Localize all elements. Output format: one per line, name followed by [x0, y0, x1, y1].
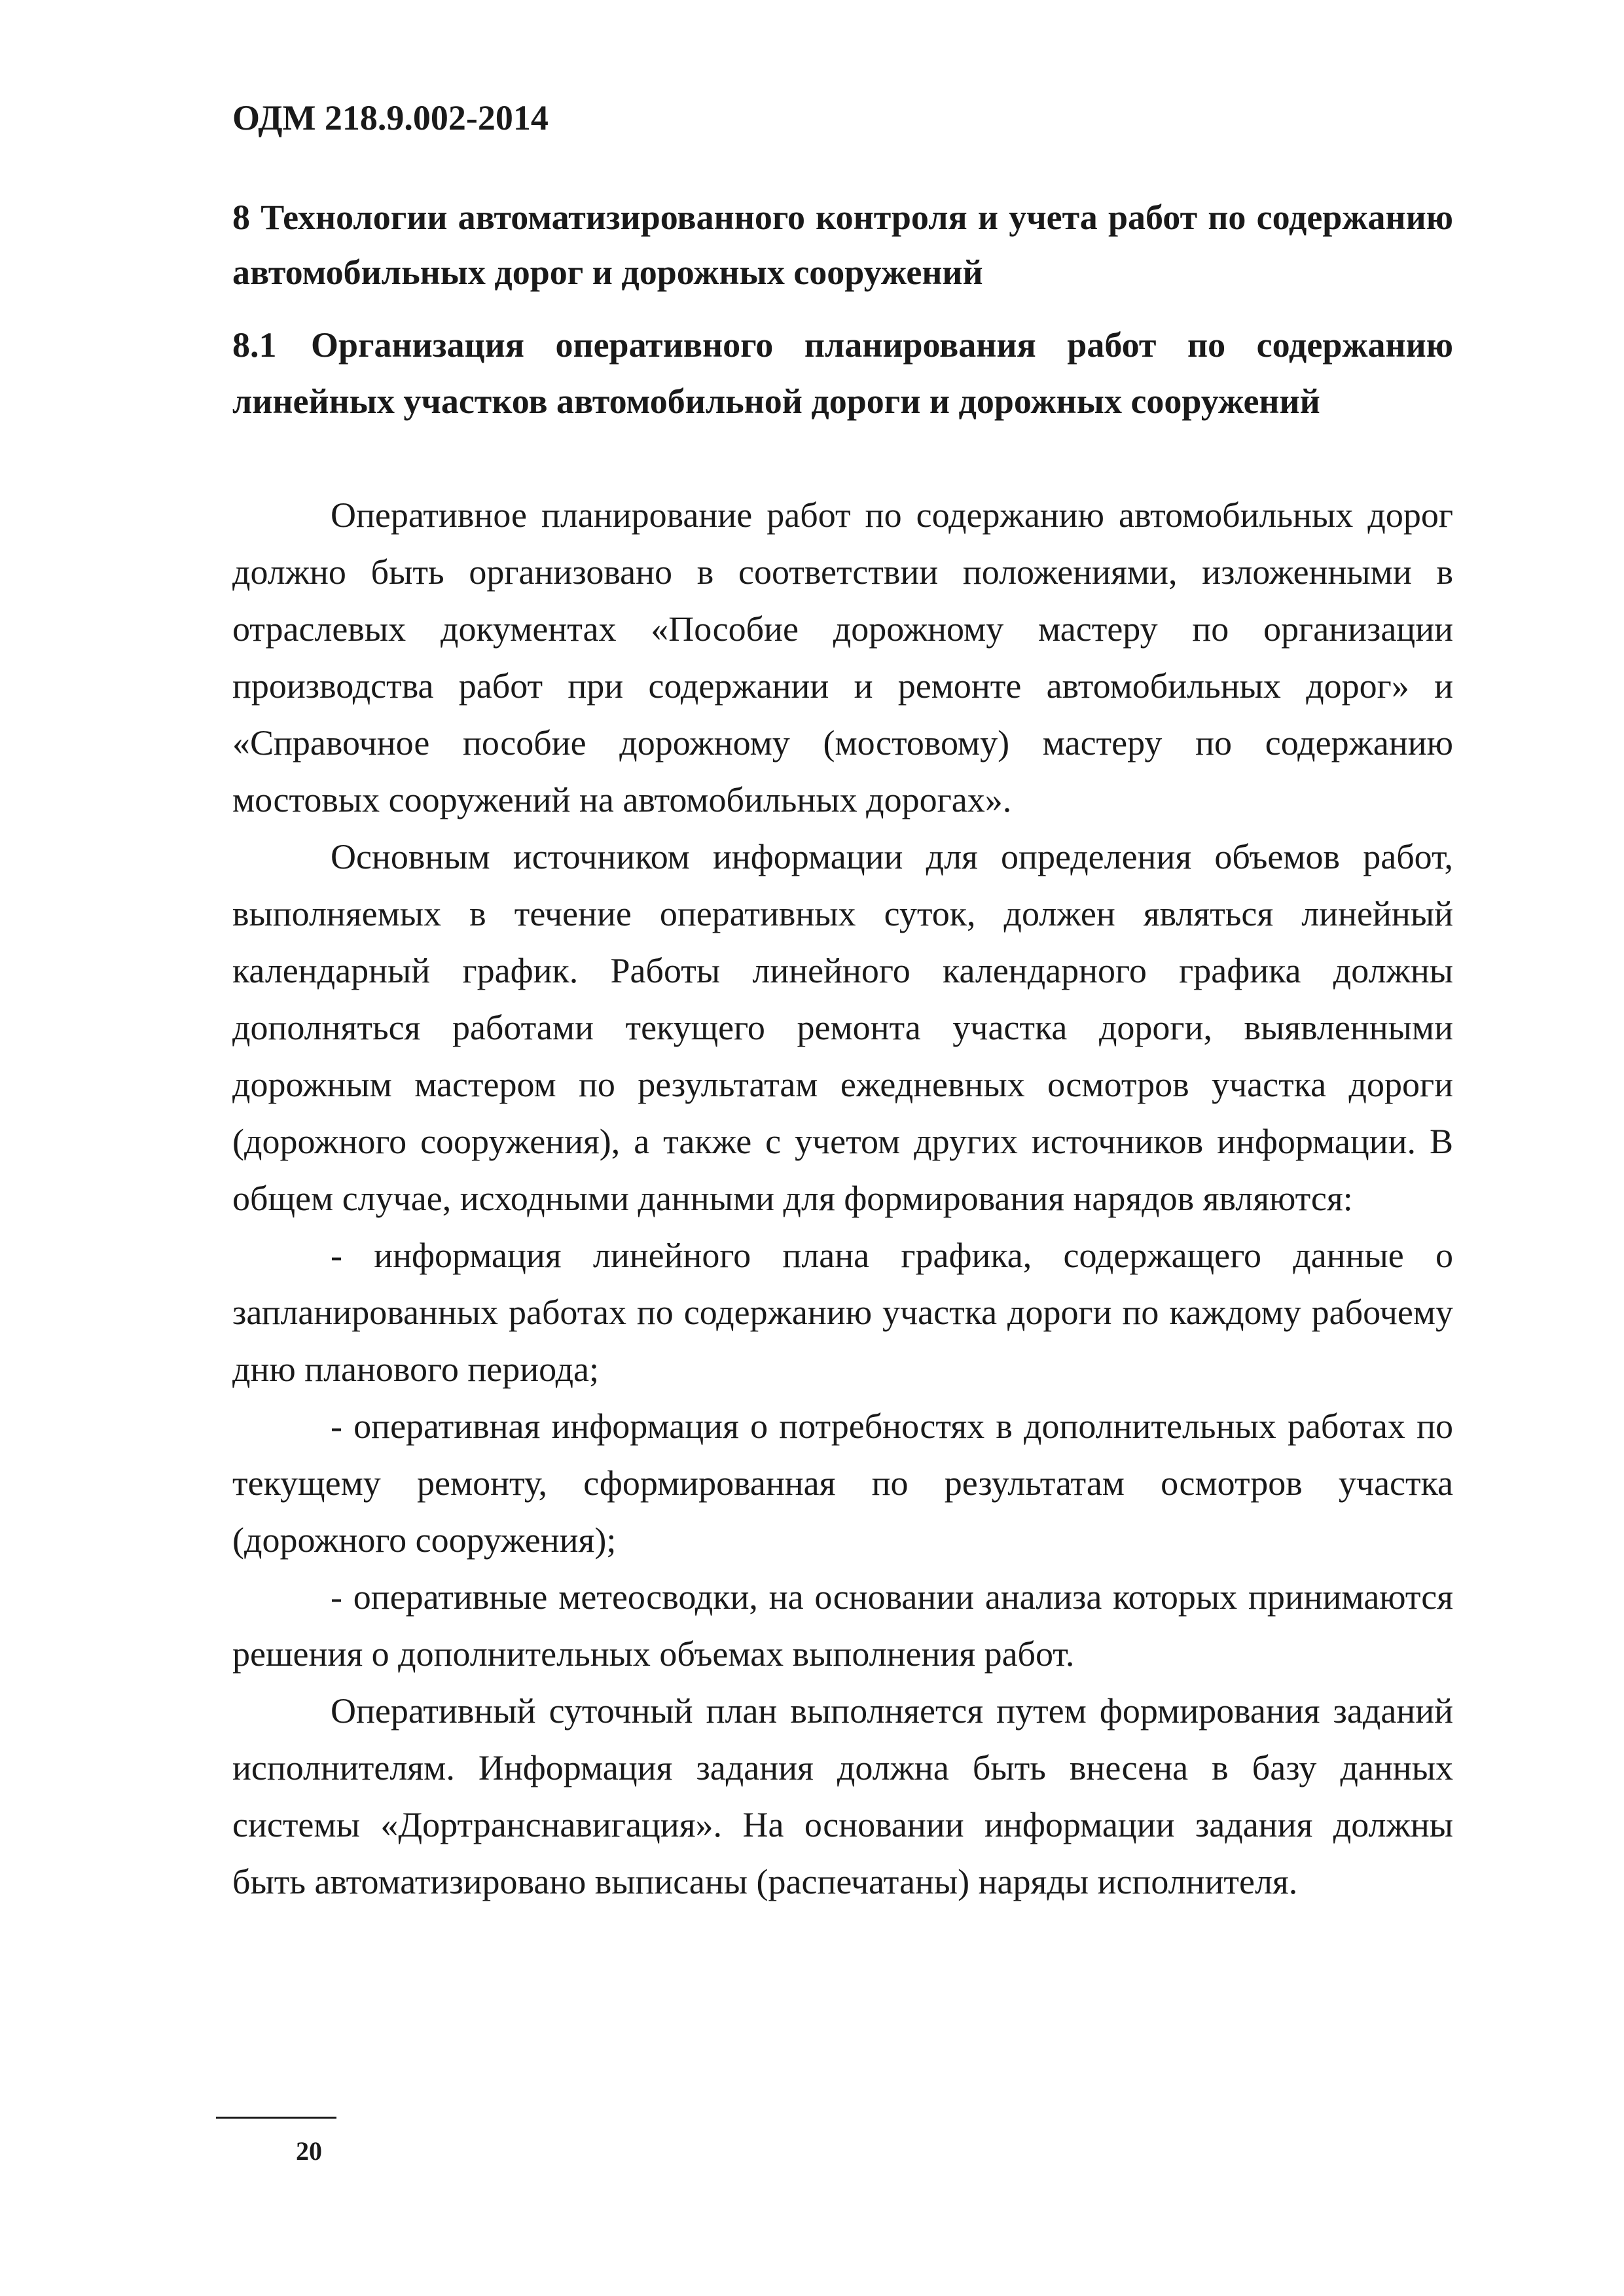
subsection-number: 8.1	[232, 325, 277, 365]
subsection-heading	[232, 317, 1453, 429]
list-item-plan-info: - информация линейного плана графика, содержащего данные о запланированных работах по содержанию участка дороги по каждому рабочему дню планового периода;	[232, 1236, 1453, 1389]
body-text	[232, 487, 1453, 1910]
document-code: ОДМ 218.9.002-2014	[232, 98, 549, 137]
subsection-title: Организация оперативного планирования работ по содержанию линейных участков автомобильной дороги и дорожных сооружений	[232, 325, 1453, 421]
page-number: 20	[296, 2136, 322, 2166]
footer-divider	[216, 2117, 336, 2119]
list-item-repair-info: - оперативная информация о потребностях в дополнительных работах по текущему ремонту, сформированная по результатам осмотров участка (дорожного сооружения);	[232, 1407, 1453, 1560]
list-item-weather-info: - оперативные метеосводки, на основании анализа которых принимаются решения о дополнительных объемах выполнения работ.	[232, 1577, 1453, 1674]
paragraph-sources: Основным источником информации для определения объемов работ, выполняемых в течение оперативных суток, должен являться линейный календарный график. Работы линейного календарного графика должны дополняться работами текущего ремонта участка дороги, выявленными дорожным мастером по результатам ежедневных осмотров участка дороги (дорожного сооружения), а также с учетом других источников информации. В общем случае, исходными данными для формирования нарядов являются:	[232, 837, 1453, 1218]
paragraph-daily-plan: Оперативный суточный план выполняется путем формирования заданий исполнителям. Информация задания должна быть внесена в базу данных системы «Дортранснавигация». На основании информации задания должны быть автоматизировано выписаны (распечатаны) наряды исполнителя.	[232, 1691, 1453, 1901]
section-heading: 8 Технологии автоматизированного контроля и учета работ по содержанию автомобильных дорог и дорожных сооружений	[232, 198, 1453, 292]
paragraph-planning: Оперативное планирование работ по содержанию автомобильных дорог должно быть организовано в соответствии положениями, изложенными в отраслевых документах «Пособие дорожному мастеру по организации производства работ при содержании и ремонте автомобильных дорог» и «Справочное пособие дорожному (мостовому) мастеру по содержанию мостовых сооружений на автомобильных дорогах».	[232, 495, 1453, 819]
